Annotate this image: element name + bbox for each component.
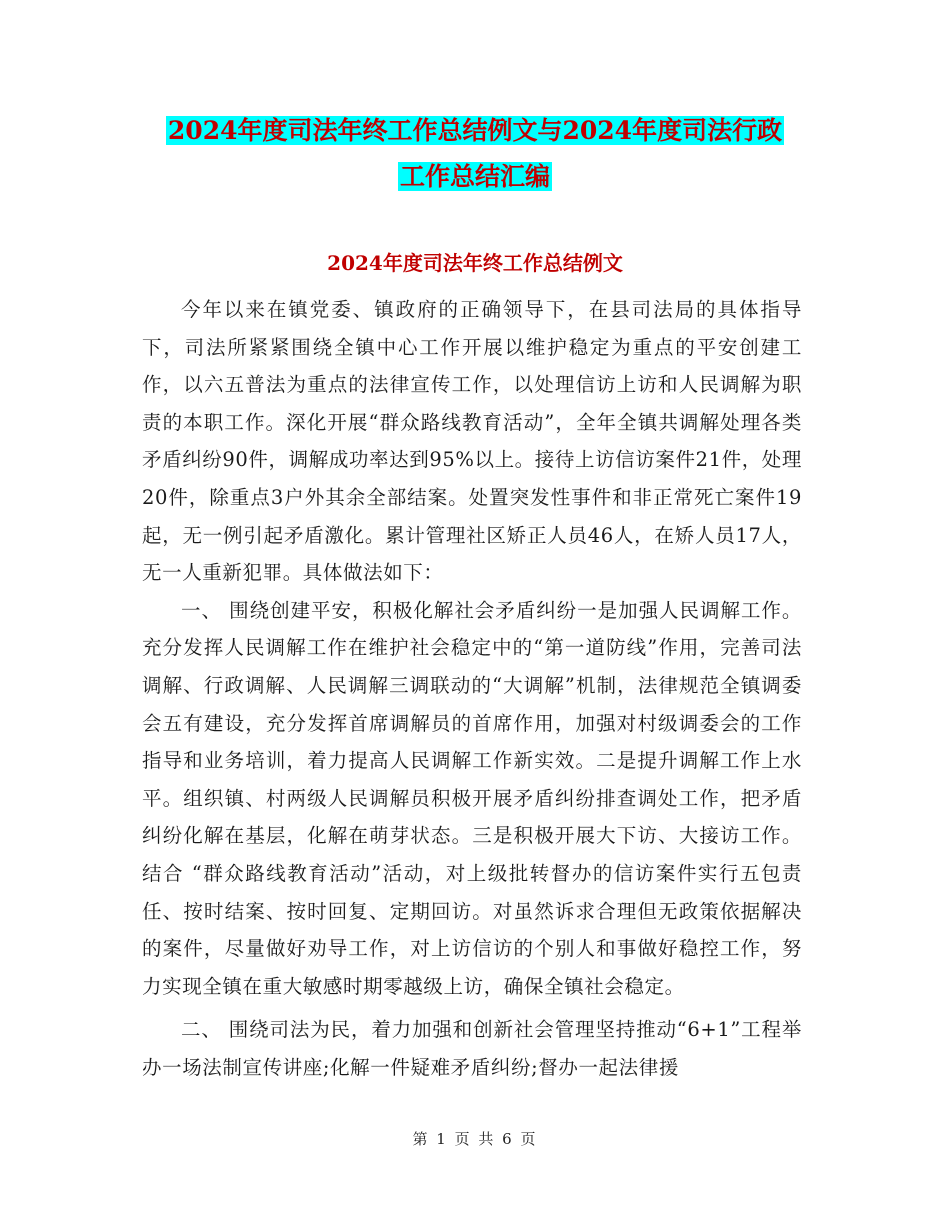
page-footer: 第 1 页 共 6 页 [412,1130,538,1148]
paragraph-point-two: 二、 围绕司法为民，着力加强和创新社会管理坚持推动“6+1”工程举办一场法制宣传讲座;化解一件疑难矛盾纠纷;督办一起法律援 [142,1018,802,1079]
paragraph-intro: 今年以来在镇党委、镇政府的正确领导下，在县司法局的具体指导下，司法所紧紧围绕全镇中心工作开展以维护稳定为重点的平安创建工作，以六五普法为重点的法律宣传工作，以处理信访上访和人民调解为职责的本职工作。深化开展“群众路线教育活动”，全年全镇共调解处理各类矛盾纠纷90件，调解成功率达到95%以上。接待上访信访案件21件，处理20件，除重点3户外其余全部结案。处置突发性事件和非正常死亡案件19起，无一例引起矛盾激化。累计管理社区矫正人员46人，在矫人员17人，无一人重新犯罪。具体做法如下： [142,298,802,585]
document-title-line2: 工作总结汇编 [399,162,550,191]
paragraph-point-one: 一、 围绕创建平安，积极化解社会矛盾纠纷一是加强人民调解工作。充分发挥人民调解工作在维护社会稳定中的“第一道防线”作用，完善司法调解、行政调解、人民调解三调联动的“大调解”机制，法律规范全镇调委会五有建设，充分发挥首席调解员的首席作用，加强对村级调委会的工作指导和业务培训，着力提高人民调解工作新实效。二是提升调解工作上水平。组织镇、村两级人民调解员积极开展矛盾纠纷排查调处工作，把矛盾纠纷化解在基层，化解在萌芽状态。三是积极开展大下访、大接访工作。结合 “群众路线教育活动”活动，对上级批转督办的信访案件实行五包责任、按时结案、按时回复、定期回访。对虽然诉求合理但无政策依据解决的案件，尽量做好劝导工作，对上访信访的个别人和事做好稳控工作，努力实现全镇在重大敏感时期零越级上访，确保全镇社会稳定。 [142,598,802,998]
document-title [0,108,950,200]
section-title: 2024年度司法年终工作总结例文 [327,251,623,275]
body-text [142,291,802,1086]
document-title-line1: 2024年度司法年终工作总结例文与2024年度司法行政 [167,116,783,145]
